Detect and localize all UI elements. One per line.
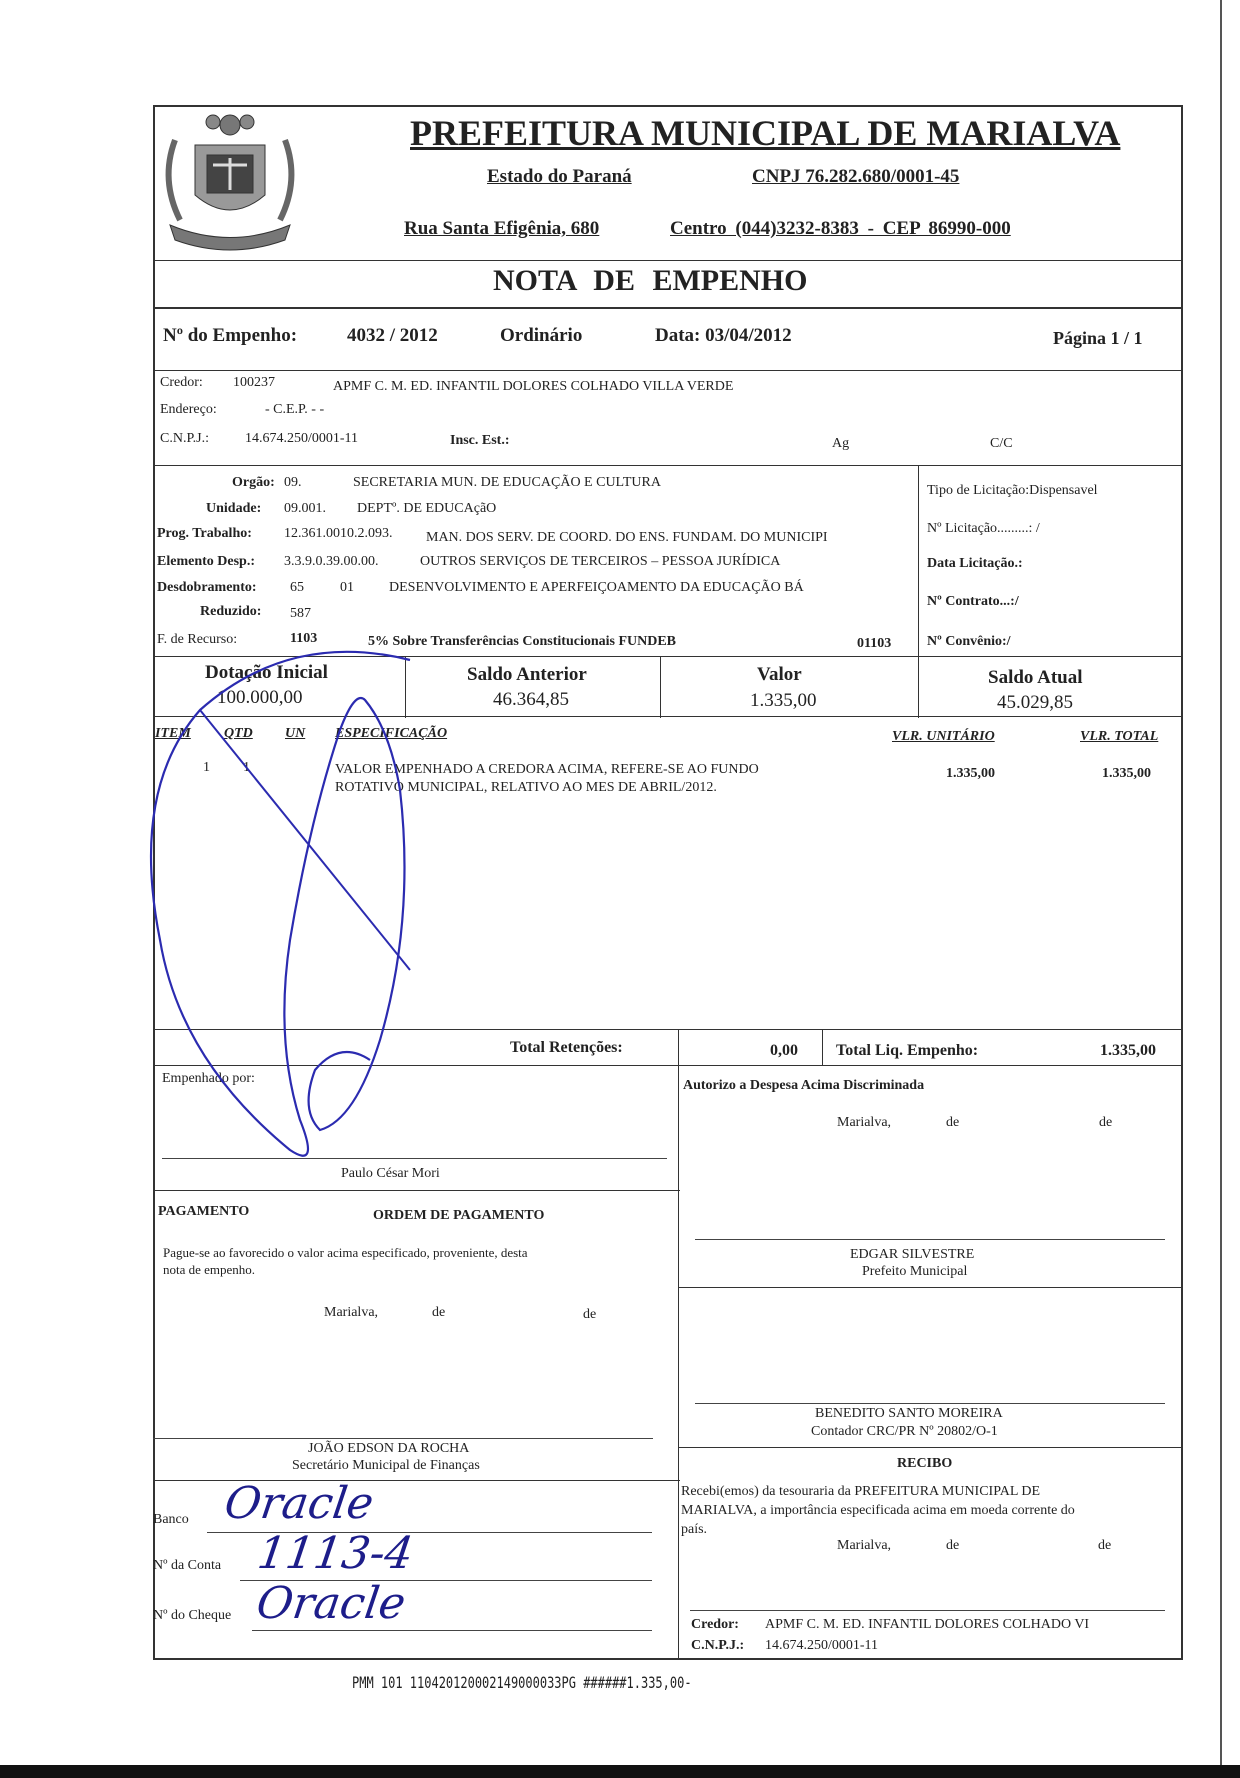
liquido-label: Total Liq. Empenho: xyxy=(836,1042,979,1059)
desdobramento-code: 65 xyxy=(290,580,304,595)
recurso-label: F. de Recurso: xyxy=(157,632,238,647)
unidade-code: 09.001. xyxy=(284,501,326,516)
prog-trabalho-code: 12.361.0010.2.093. xyxy=(284,526,393,541)
prefeito-name: EDGAR SILVESTRE xyxy=(850,1247,975,1262)
recibo-city: Marialva, xyxy=(837,1538,892,1553)
address-contact: Centro (044)3232-8383 - CEP 86990-000 xyxy=(670,218,1011,239)
licitacao-date: Data Licitação.: xyxy=(927,556,1023,571)
elemento-code: 3.3.9.0.39.00.00. xyxy=(284,554,379,569)
prog-trabalho-desc: MAN. DOS SERV. DE COORD. DO ENS. FUNDAM. DO MUNICIPI xyxy=(426,530,828,545)
page-number: Página 1 / 1 xyxy=(1053,328,1143,348)
pen-stroke-annotation xyxy=(140,640,460,1200)
col-vlr-total: VLR. TOTAL xyxy=(1080,729,1159,744)
empenhado-label: Empenhado por: xyxy=(162,1071,255,1086)
scan-border xyxy=(0,1765,1240,1778)
divider xyxy=(678,1447,1183,1448)
footer-code: PMM 101 110420120002149000033PG ######1.335,00- xyxy=(352,1673,692,1693)
state-name: Estado do Paraná xyxy=(487,166,632,187)
conta-handwritten: 1113-4 xyxy=(254,1528,417,1579)
convenio-number: Nº Convênio:/ xyxy=(927,634,1011,649)
credor-cep: - C.E.P. - - xyxy=(265,402,325,417)
credor-code: 100237 xyxy=(233,375,275,390)
divider xyxy=(153,465,1183,466)
desdobramento-code-2: 01 xyxy=(340,580,354,595)
empenho-date: Data: 03/04/2012 xyxy=(655,325,792,346)
pagamento-label: PAGAMENTO xyxy=(158,1204,250,1219)
autorizo-de-1: de xyxy=(946,1115,960,1130)
desdobramento-label: Desdobramento: xyxy=(157,580,257,595)
item-vlr-total: 1.335,00 xyxy=(1102,766,1151,781)
licitacao-type: Tipo de Licitação:Dispensavel xyxy=(927,483,1098,498)
col-qtd: QTD xyxy=(224,726,253,741)
saldo-atual-value: 45.029,85 xyxy=(997,692,1073,713)
street-address: Rua Santa Efigênia, 680 xyxy=(404,218,600,239)
prog-trabalho-label: Prog. Trabalho: xyxy=(157,526,252,541)
secretario-name: JOÃO EDSON DA ROCHA xyxy=(308,1441,470,1456)
prefeito-role: Prefeito Municipal xyxy=(862,1264,968,1279)
divider xyxy=(678,1029,679,1065)
contador-name: BENEDITO SANTO MOREIRA xyxy=(815,1406,1003,1421)
cheque-label: Nº do Cheque xyxy=(153,1608,232,1623)
secretario-role: Secretário Municipal de Finanças xyxy=(292,1458,480,1473)
item-qtd: 1 xyxy=(243,760,250,775)
pagamento-city: Marialva, xyxy=(324,1305,379,1320)
divider xyxy=(153,370,1183,371)
divider xyxy=(153,260,1183,261)
recibo-credor-value: APMF C. M. ED. INFANTIL DOLORES COLHADO VI xyxy=(765,1617,1090,1632)
divider xyxy=(678,1287,1183,1288)
elemento-desc: OUTROS SERVIÇOS DE TERCEIROS – PESSOA JURÍDICA xyxy=(420,554,781,569)
elemento-label: Elemento Desp.: xyxy=(157,554,255,569)
recurso-number: 01103 xyxy=(857,636,892,651)
divider xyxy=(660,656,661,718)
recibo-de-1: de xyxy=(946,1538,960,1553)
pagamento-de-1: de xyxy=(432,1305,446,1320)
valor-value: 1.335,00 xyxy=(750,690,817,711)
coat-of-arms-icon xyxy=(155,100,305,260)
col-vlr-unitario: VLR. UNITÁRIO xyxy=(892,729,995,744)
unidade-label: Unidade: xyxy=(206,501,262,516)
unidade-desc: DEPTº. DE EDUCAçãO xyxy=(357,501,497,516)
header-cnpj: CNPJ 76.282.680/0001-45 xyxy=(752,166,960,187)
recurso-desc: 5% Sobre Transferências Constitucionais FUNDEB xyxy=(368,634,677,649)
recibo-cnpj-label: C.N.P.J.: xyxy=(691,1638,745,1653)
saldo-atual-label: Saldo Atual xyxy=(988,667,1083,688)
address-label: Endereço: xyxy=(160,402,217,417)
signature-line xyxy=(695,1403,1165,1404)
pagamento-text-2: nota de empenho. xyxy=(163,1262,256,1277)
orgao-code: 09. xyxy=(284,475,302,490)
signature-line xyxy=(153,1438,653,1439)
saldo-anterior-value: 46.364,85 xyxy=(493,689,569,710)
divider xyxy=(918,465,919,660)
orgao-desc: SECRETARIA MUN. DE EDUCAÇÃO E CULTURA xyxy=(353,475,661,490)
recibo-de-2: de xyxy=(1098,1538,1112,1553)
item-desc-line1: VALOR EMPENHADO A CREDORA ACIMA, REFERE-SE AO FUNDO xyxy=(335,762,759,777)
agency-label: Ag xyxy=(832,436,850,451)
cheque-handwritten: Oracle xyxy=(253,1578,409,1629)
divider xyxy=(822,1029,823,1065)
signature-line xyxy=(690,1610,1165,1611)
recibo-text-1: Recebi(emos) da tesouraria da PREFEITURA MUNICIPAL DE xyxy=(681,1484,1041,1499)
item-vlr-unitario: 1.335,00 xyxy=(946,766,995,781)
insc-est-label: Insc. Est.: xyxy=(450,433,510,448)
valor-label: Valor xyxy=(757,664,802,685)
conta-label: Nº da Conta xyxy=(153,1558,222,1573)
col-especificacao: ESPECIFICAÇÃO xyxy=(335,726,448,741)
field-line xyxy=(252,1630,652,1631)
retencoes-label: Total Retenções: xyxy=(510,1039,623,1056)
pagamento-text-1: Pague-se ao favorecido o valor acima especificado, proveniente, desta xyxy=(163,1245,528,1260)
pagamento-de-2: de xyxy=(583,1307,597,1322)
orgao-label: Orgão: xyxy=(232,475,275,490)
empenho-type: Ordinário xyxy=(500,325,583,346)
contract-number: Nº Contrato...:/ xyxy=(927,594,1019,609)
document-title: NOTA DE EMPENHO xyxy=(493,264,808,297)
recibo-title: RECIBO xyxy=(897,1456,953,1471)
recibo-text-3: país. xyxy=(681,1522,708,1537)
credor-name: APMF C. M. ED. INFANTIL DOLORES COLHADO VILLA VERDE xyxy=(333,379,734,394)
reduzido-label: Reduzido: xyxy=(200,604,262,619)
reduzido-value: 587 xyxy=(290,606,311,621)
autorizo-title: Autorizo a Despesa Acima Discriminada xyxy=(683,1078,925,1093)
dotacao-label: Dotação Inicial xyxy=(205,662,328,683)
desdobramento-desc: DESENVOLVIMENTO E APERFEIÇOAMENTO DA EDUCAÇÃO BÁ xyxy=(389,580,804,595)
autorizo-de-2: de xyxy=(1099,1115,1113,1130)
saldo-anterior-label: Saldo Anterior xyxy=(467,664,587,685)
divider xyxy=(918,656,919,718)
credor-label: Credor: xyxy=(160,375,203,390)
credor-cnpj: 14.674.250/0001-11 xyxy=(245,431,359,446)
banco-handwritten: Oracle xyxy=(221,1478,377,1529)
banco-label: Banco xyxy=(153,1512,189,1527)
signature-line xyxy=(695,1239,1165,1240)
municipality-title: PREFEITURA MUNICIPAL DE MARIALVA xyxy=(410,113,1121,153)
recurso-code: 1103 xyxy=(290,631,318,646)
empenho-number-label: Nº do Empenho: xyxy=(163,325,298,346)
divider xyxy=(153,307,1183,309)
contador-role: Contador CRC/PR Nº 20802/O-1 xyxy=(811,1424,998,1439)
liquido-value: 1.335,00 xyxy=(1100,1042,1156,1059)
recibo-cnpj-value: 14.674.250/0001-11 xyxy=(765,1638,879,1653)
dotacao-value: 100.000,00 xyxy=(217,687,303,708)
col-item: ITEM xyxy=(155,726,191,741)
recibo-text-2: MARIALVA, a importância especificada acima em moeda corrente do xyxy=(681,1503,1075,1518)
recibo-credor-label: Credor: xyxy=(691,1617,739,1632)
account-label: C/C xyxy=(990,436,1013,451)
item-number: 1 xyxy=(203,760,210,775)
col-un: UN xyxy=(285,726,306,741)
autorizo-city: Marialva, xyxy=(837,1115,892,1130)
empenhado-name: Paulo César Mori xyxy=(341,1166,440,1181)
ordem-pagamento-title: ORDEM DE PAGAMENTO xyxy=(373,1208,545,1223)
item-desc-line2: ROTATIVO MUNICIPAL, RELATIVO AO MES DE ABRIL/2012. xyxy=(335,780,717,795)
cnpj-label: C.N.P.J.: xyxy=(160,431,210,446)
retencoes-value: 0,00 xyxy=(770,1042,798,1059)
divider xyxy=(678,1065,679,1660)
licitacao-number: Nº Licitação.........: / xyxy=(927,521,1040,536)
empenho-number: 4032 / 2012 xyxy=(347,325,438,346)
